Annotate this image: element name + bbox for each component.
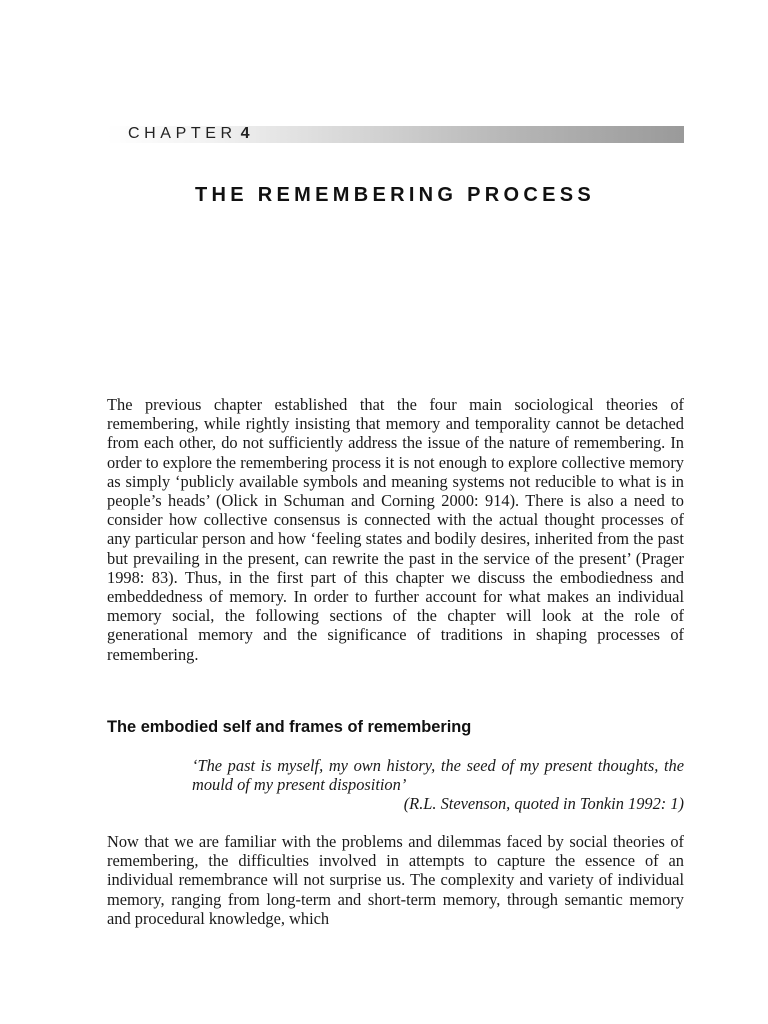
section-heading: The embodied self and frames of remembering (107, 718, 472, 736)
intro-paragraph: The previous chapter established that the four main sociological theories of remembering, while rightly insisting that memory and temporality cannot be detached from each other, do not sufficiently address the issue of the nature of remembering. In order to explore the remembering process it is not enough to explore collective memory as simply ‘publicly available symbols and meaning systems not reducible to what is in people’s heads’ (Olick in Schuman and Corning 2000: 914). There is also a need to consider how collective consensus is connected with the actual thought processes of any particular person and how ‘feeling states and bodily desires, inherited from the past but prevailing in the present, can rewrite the past in the service of the present’ (Prager 1998: 83). Thus, in the first part of this chapter we discuss the embodiedness and embeddedness of memory. In order to further account for what makes an individual memory social, the following sections of the chapter will look at the role of generational memory and the significance of traditions in shaping processes of remembering. (107, 395, 684, 664)
epigraph-source: (R.L. Stevenson, quoted in Tonkin 1992: 1) (403, 794, 684, 813)
chapter-word: CHAPTER (128, 125, 237, 142)
chapter-number: 4 (240, 125, 250, 142)
section-paragraph: Now that we are familiar with the problems and dilemmas faced by social theories of remembering, the difficulties involved in attempts to capture the essence of an individual remembrance will not surprise us. The complexity and variety of individual memory, ranging from long-term and short-term memory, through semantic memory and procedural knowledge, which (107, 832, 684, 928)
chapter-label (128, 124, 250, 144)
chapter-title: THE REMEMBERING PROCESS (195, 184, 596, 206)
epigraph-quote: ‘The past is myself, my own history, the seed of my present thoughts, the mould of my present disposition’ (192, 756, 684, 795)
